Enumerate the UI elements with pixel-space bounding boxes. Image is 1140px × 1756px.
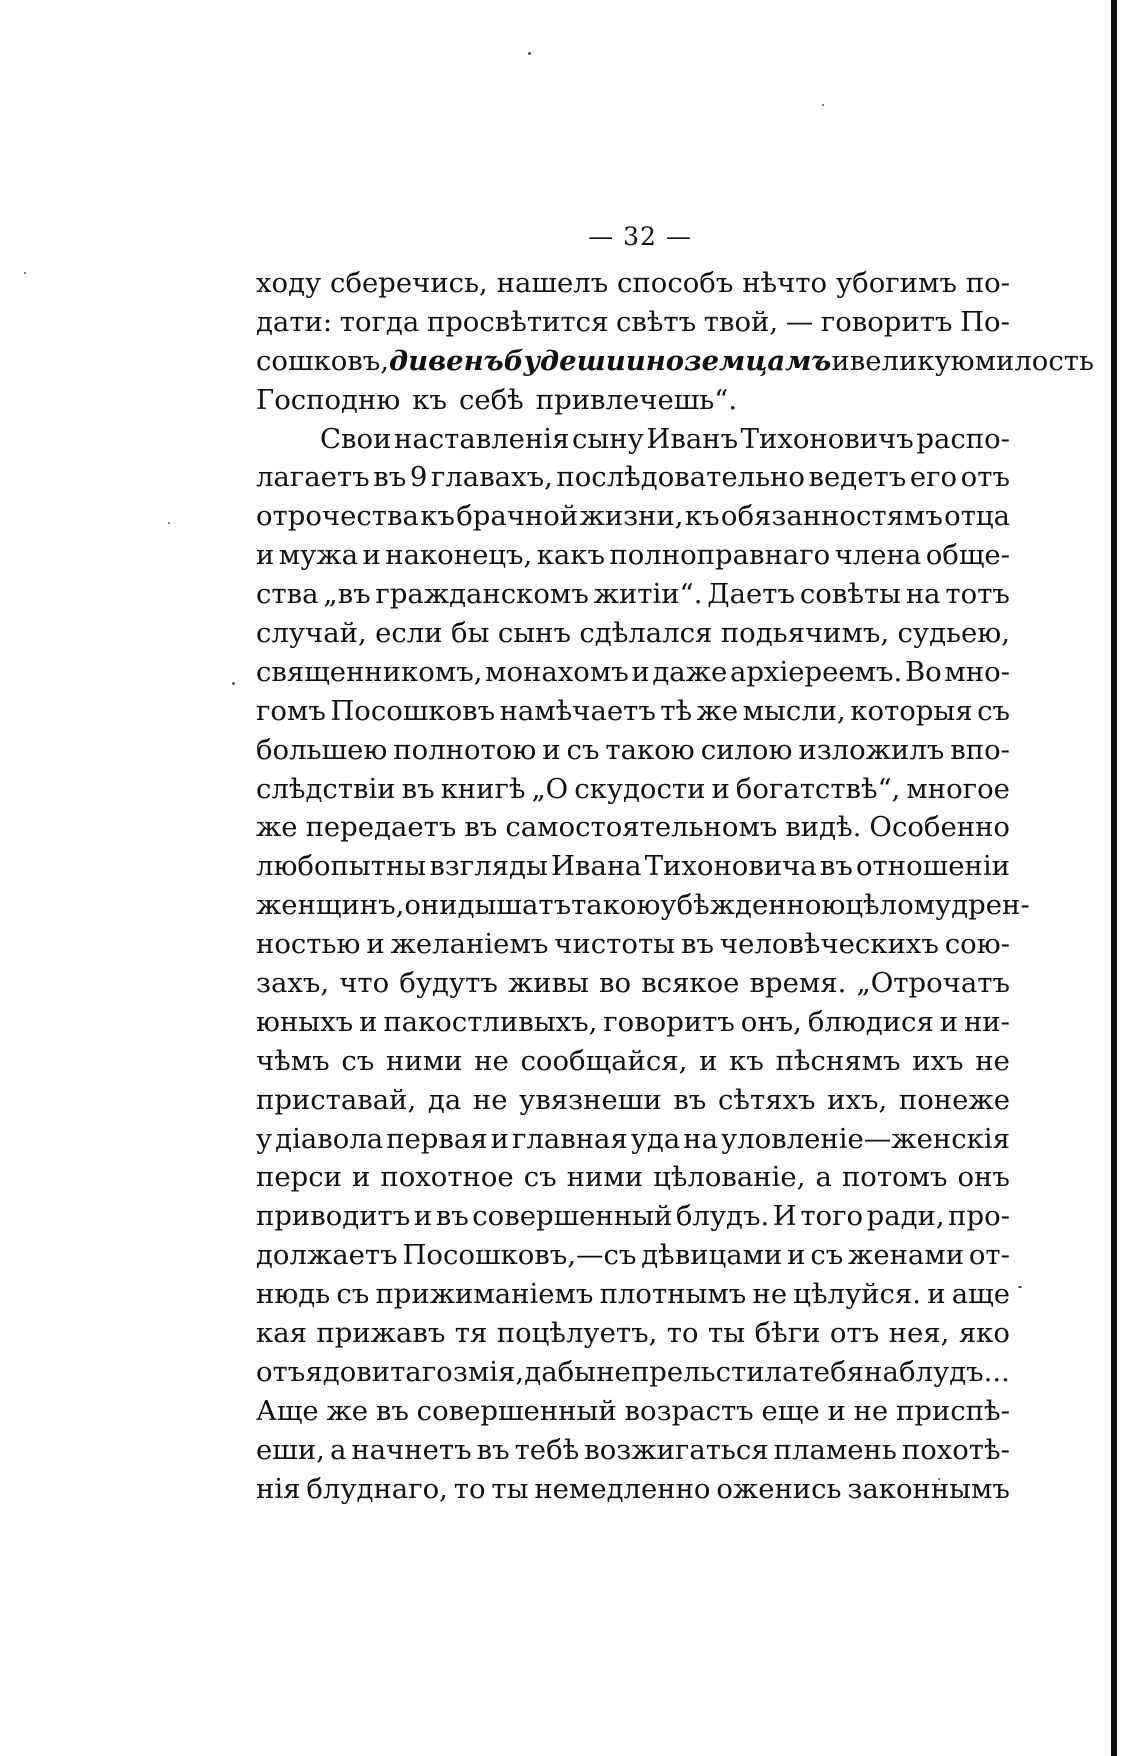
word: похотное — [380, 1161, 514, 1194]
word: ради, — [866, 1200, 945, 1233]
word: отъ — [256, 1355, 306, 1388]
word: и — [699, 1044, 718, 1077]
word: говоритъ — [820, 305, 953, 338]
word: въ — [464, 811, 498, 844]
word: блуднаго, — [306, 1472, 448, 1505]
word: намѣчаетъ — [499, 694, 656, 727]
word: и — [413, 1200, 433, 1233]
word: совѣты — [799, 578, 901, 611]
word: цѣлуйся. — [793, 1278, 922, 1311]
word: — — [785, 305, 814, 338]
word: сѣтяхъ — [717, 1083, 816, 1116]
word: пакостливыхъ, — [383, 1005, 598, 1038]
text-line — [256, 1042, 1010, 1081]
word: ходу — [256, 267, 322, 299]
word: діавола — [275, 1122, 384, 1155]
word: какъ — [536, 539, 605, 572]
word: привлечешь“. — [535, 383, 738, 416]
word: которыя — [850, 694, 973, 727]
word: способъ — [617, 267, 734, 299]
word: брачной — [456, 500, 579, 533]
word: на — [864, 1355, 899, 1388]
word: ядовитаго — [305, 1355, 453, 1388]
word: возрастъ — [624, 1394, 754, 1427]
word: не — [975, 1044, 1010, 1077]
word: обще- — [925, 539, 1010, 572]
word: и — [631, 655, 650, 688]
word: будеши — [503, 344, 626, 377]
word: въ — [401, 772, 435, 805]
word: что — [339, 967, 390, 1000]
word: прижиманіемъ — [375, 1278, 594, 1311]
word: Особенно — [869, 811, 1010, 844]
word: большею — [256, 733, 388, 766]
word: сошковъ, — [256, 344, 389, 377]
word: и — [362, 539, 381, 572]
scan-speck — [168, 522, 170, 524]
text-line — [256, 653, 1010, 692]
word: богатствѣ“, — [735, 772, 901, 805]
word: съ — [810, 1239, 844, 1272]
word: самостоятельномъ — [505, 811, 778, 844]
word: иноземцамъ — [625, 344, 832, 377]
word: мысли, — [742, 694, 846, 727]
word: если — [375, 617, 443, 650]
text-line — [256, 458, 1010, 497]
word: бѣги — [754, 1317, 821, 1350]
word: нія — [256, 1472, 301, 1505]
word: про- — [948, 1200, 1010, 1233]
word: того — [800, 1200, 864, 1233]
word: чистоты — [554, 928, 676, 961]
word: главная — [511, 1122, 628, 1155]
word: блудъ... — [899, 1355, 1010, 1388]
word: и — [366, 928, 385, 961]
word: тебѣ — [514, 1433, 580, 1466]
word: прельстила — [630, 1355, 799, 1388]
word: онъ, — [740, 1005, 802, 1038]
text-line — [256, 1275, 1010, 1314]
text-line — [256, 1081, 1010, 1120]
word: приспѣ- — [896, 1394, 1010, 1427]
text-line — [256, 381, 1010, 420]
text-line — [256, 342, 1094, 381]
word: у — [256, 1122, 273, 1155]
word: мно- — [944, 655, 1010, 688]
word: не — [596, 1355, 631, 1388]
word: такою — [605, 733, 695, 766]
word: же — [696, 694, 739, 727]
word: да — [427, 1083, 462, 1116]
word: блудъ. — [675, 1200, 770, 1233]
word: уловленіе—женскія — [720, 1122, 1010, 1155]
word: и — [542, 733, 561, 766]
word: къ — [420, 500, 455, 533]
word: Во — [904, 655, 942, 688]
word: По- — [960, 305, 1010, 338]
word: 9 — [409, 461, 428, 494]
text-line — [256, 420, 1010, 459]
word: ностью — [256, 928, 361, 961]
word: Аще — [256, 1394, 319, 1427]
word: по- — [965, 267, 1010, 299]
word: кая — [256, 1317, 307, 1350]
word: приводитъ — [256, 1200, 411, 1233]
text-line — [256, 1158, 1010, 1197]
word: Посошковъ,—съ — [402, 1239, 637, 1272]
word: въ — [375, 1394, 409, 1427]
word: похотѣ- — [901, 1433, 1010, 1466]
word: оженись — [716, 1472, 842, 1505]
word: убѣжденною — [660, 889, 846, 922]
word: на — [683, 1122, 718, 1155]
word: въ — [373, 461, 407, 494]
word: ведетъ — [808, 461, 907, 494]
word: сынъ — [497, 617, 571, 650]
scan-speck — [232, 682, 235, 685]
word: не — [474, 1044, 509, 1077]
word: убогимъ — [835, 267, 957, 299]
word: аще — [951, 1278, 1010, 1311]
word: ты — [708, 1317, 746, 1350]
text-line — [256, 1003, 1010, 1042]
word: твой, — [703, 305, 779, 338]
word: прижавъ — [316, 1317, 446, 1350]
word: женщинъ, — [256, 889, 405, 922]
word: въ — [680, 928, 714, 961]
word: тотъ — [945, 578, 1010, 611]
word: Господню — [256, 383, 401, 416]
word: случай, — [256, 617, 367, 650]
word: послѣдовательно — [556, 461, 805, 494]
text-line — [256, 886, 1030, 925]
word: сою- — [944, 928, 1010, 961]
word: къ — [729, 1044, 764, 1077]
word: подьячимъ, — [720, 617, 890, 650]
text-line — [256, 614, 1010, 653]
text-line — [256, 847, 1010, 886]
word: слѣдствіи — [256, 772, 396, 805]
word: и — [490, 1122, 509, 1155]
word: будутъ — [399, 967, 498, 1000]
text-line — [256, 1431, 1010, 1470]
word: а — [815, 1161, 832, 1194]
word: ства — [256, 578, 319, 611]
word: первая — [386, 1122, 488, 1155]
text-line — [256, 925, 1010, 964]
word: ихъ — [912, 1044, 964, 1077]
word: цѣломудрен- — [845, 889, 1030, 922]
word: дѣвицами — [641, 1239, 783, 1272]
word: яко — [958, 1317, 1010, 1350]
word: просвѣтится — [426, 305, 609, 338]
word: дивенъ — [389, 344, 504, 377]
word: видѣ. — [785, 811, 862, 844]
word: мужа — [278, 539, 359, 572]
word: и — [787, 1239, 806, 1272]
word: лагаетъ — [256, 461, 370, 494]
word: уда — [630, 1122, 681, 1155]
word: отрочества — [256, 500, 419, 533]
word: во — [599, 967, 632, 1000]
word: они — [404, 889, 458, 922]
word: Ивана — [550, 850, 642, 883]
word: понеже — [898, 1083, 1010, 1116]
word: и — [359, 1005, 378, 1038]
word: бы — [451, 617, 490, 650]
word: должаетъ — [256, 1239, 398, 1272]
word: и — [831, 344, 850, 377]
word: наконецъ, — [385, 539, 533, 572]
word: Тихоновича — [644, 850, 817, 883]
word: дышатъ — [457, 889, 572, 922]
word: блюдися — [807, 1005, 934, 1038]
word: священникомъ, — [256, 655, 483, 688]
text-line — [256, 1197, 1010, 1236]
text-line — [256, 1236, 1010, 1275]
word: и — [256, 539, 275, 572]
page-edge-rule — [1111, 0, 1117, 1756]
word: желаніемъ — [390, 928, 549, 961]
word: немедленно — [534, 1472, 711, 1505]
word: распо- — [916, 422, 1010, 455]
word: тебя — [798, 1355, 864, 1388]
word: съ — [977, 694, 1010, 727]
text-line — [256, 575, 1010, 614]
word: члена — [834, 539, 922, 572]
word: и — [827, 1394, 846, 1427]
word: плотнымъ — [599, 1278, 747, 1311]
word: И — [772, 1200, 797, 1233]
word: перси — [256, 1161, 342, 1194]
word: дати: — [256, 305, 333, 338]
word: сообщайся, — [520, 1044, 688, 1077]
word: совершенный — [416, 1394, 617, 1427]
word: тя — [454, 1317, 488, 1350]
word: захъ, — [256, 967, 330, 1000]
word: нашелъ — [496, 267, 609, 299]
word: обязанностямъ — [720, 500, 943, 533]
word: начнетъ — [351, 1433, 472, 1466]
word: наставленія — [394, 422, 570, 455]
word: живы — [507, 967, 589, 1000]
word: пламень — [773, 1433, 897, 1466]
word: сберечись, — [330, 267, 488, 299]
word: жизни, — [579, 500, 684, 533]
word: и — [927, 1278, 946, 1311]
word: отъ — [829, 1317, 880, 1350]
text-line — [256, 1470, 1010, 1509]
word: ни- — [963, 1005, 1010, 1038]
scan-speck — [822, 104, 824, 106]
word: не — [853, 1394, 889, 1427]
word: великую — [849, 344, 975, 377]
text-line — [256, 536, 1010, 575]
word: въ — [819, 850, 853, 883]
text-line — [256, 731, 1010, 770]
word: силою — [700, 733, 793, 766]
word: Тихоновичъ — [740, 422, 914, 455]
word: гражданскомъ — [375, 578, 589, 611]
text-line — [256, 964, 1010, 1003]
word: онъ — [957, 1161, 1010, 1194]
word: его — [909, 461, 958, 494]
text-line — [256, 808, 1010, 847]
body-text — [256, 264, 1094, 1509]
word: съ — [523, 1161, 557, 1194]
word: Свои — [320, 422, 392, 455]
word: такою — [571, 889, 661, 922]
word: тѣ — [660, 694, 693, 727]
word: нюдь — [256, 1278, 331, 1311]
word: на — [905, 578, 941, 611]
word: еши, — [256, 1433, 325, 1466]
word: от- — [968, 1239, 1010, 1272]
word: архіереемъ. — [729, 655, 903, 688]
word: всякое — [641, 967, 740, 1000]
word: сыну — [572, 422, 644, 455]
word: многое — [906, 772, 1010, 805]
word: ними — [566, 1161, 644, 1194]
word: впо- — [950, 733, 1010, 766]
word: къ — [684, 500, 720, 533]
word: и — [939, 1005, 959, 1038]
word: приставай, — [256, 1083, 417, 1116]
word: къ — [412, 383, 447, 416]
word: житіи“. — [593, 578, 703, 611]
word: потомъ — [841, 1161, 948, 1194]
word: змія, — [452, 1355, 525, 1388]
word: законнымъ — [847, 1472, 1010, 1505]
word: человѣческихъ — [719, 928, 939, 961]
word: главахъ, — [430, 461, 553, 494]
word: возжигаться — [584, 1433, 769, 1466]
word: поцѣлуетъ, — [496, 1317, 658, 1350]
word: „Отрочатъ — [856, 967, 1010, 1000]
word: Посошковъ — [330, 694, 496, 727]
word: не — [752, 1278, 788, 1311]
word: дабы — [524, 1355, 597, 1388]
scan-speck — [1018, 1286, 1022, 1288]
word: Иванъ — [646, 422, 739, 455]
word: гомъ — [256, 694, 326, 727]
word: сдѣлался — [579, 617, 713, 650]
word: передаетъ — [305, 811, 457, 844]
word: „въ — [323, 578, 371, 611]
word: свѣтъ — [615, 305, 697, 338]
word: чѣмъ — [256, 1044, 330, 1077]
scan-speck — [24, 272, 26, 274]
text-line — [256, 770, 1010, 809]
word: женами — [848, 1239, 965, 1272]
word: то — [453, 1472, 486, 1505]
word: книгѣ — [440, 772, 526, 805]
word: въ — [476, 1433, 510, 1466]
word: еще — [761, 1394, 820, 1427]
word: ними — [386, 1044, 463, 1077]
word: юныхъ — [256, 1005, 354, 1038]
word: а — [329, 1433, 347, 1466]
word: полноправнаго — [609, 539, 831, 572]
word: время. — [749, 967, 847, 1000]
word: отъ — [960, 461, 1010, 494]
word: и — [351, 1161, 371, 1194]
word: скудости — [574, 772, 706, 805]
word: любопытны — [256, 850, 427, 883]
word: съ — [336, 1278, 370, 1311]
text-line — [256, 303, 1010, 342]
text-line — [256, 1392, 1010, 1431]
word: нея, — [888, 1317, 950, 1350]
word: нѣчто — [742, 267, 828, 299]
text-line — [256, 264, 1010, 303]
page-number: — 32 — — [588, 222, 692, 251]
word: даже — [652, 655, 728, 688]
word: отца — [944, 500, 1010, 533]
word: взгляды — [429, 850, 548, 883]
word: съ — [566, 733, 600, 766]
word: милость — [974, 344, 1094, 377]
word: полнотою — [393, 733, 537, 766]
word: въ — [673, 1083, 707, 1116]
text-line — [256, 692, 1010, 731]
word: себѣ — [458, 383, 524, 416]
word: совершенный — [472, 1200, 673, 1233]
word: отношеніи — [856, 850, 1010, 883]
word: „О — [531, 772, 569, 805]
word: не — [472, 1083, 508, 1116]
text-line — [256, 497, 1010, 536]
word: съ — [341, 1044, 375, 1077]
word: ты — [491, 1472, 529, 1505]
word: то — [666, 1317, 699, 1350]
word: цѣлованіе, — [653, 1161, 806, 1194]
word: монахомъ — [485, 655, 629, 688]
word: въ — [435, 1200, 469, 1233]
word: пѣснямъ — [775, 1044, 901, 1077]
word: и — [711, 772, 730, 805]
text-line — [256, 1353, 1010, 1392]
word: увязнеши — [519, 1083, 662, 1116]
text-line — [256, 1120, 1010, 1159]
word: ихъ, — [827, 1083, 888, 1116]
word: изложилъ — [798, 733, 945, 766]
word: же — [326, 1394, 369, 1427]
word: говоритъ — [603, 1005, 735, 1038]
text-line — [256, 1314, 1010, 1353]
word: судьею, — [897, 617, 1010, 650]
word: же — [256, 811, 298, 844]
scan-speck — [528, 52, 531, 55]
word: тогда — [339, 305, 420, 338]
word: Даетъ — [707, 578, 796, 611]
